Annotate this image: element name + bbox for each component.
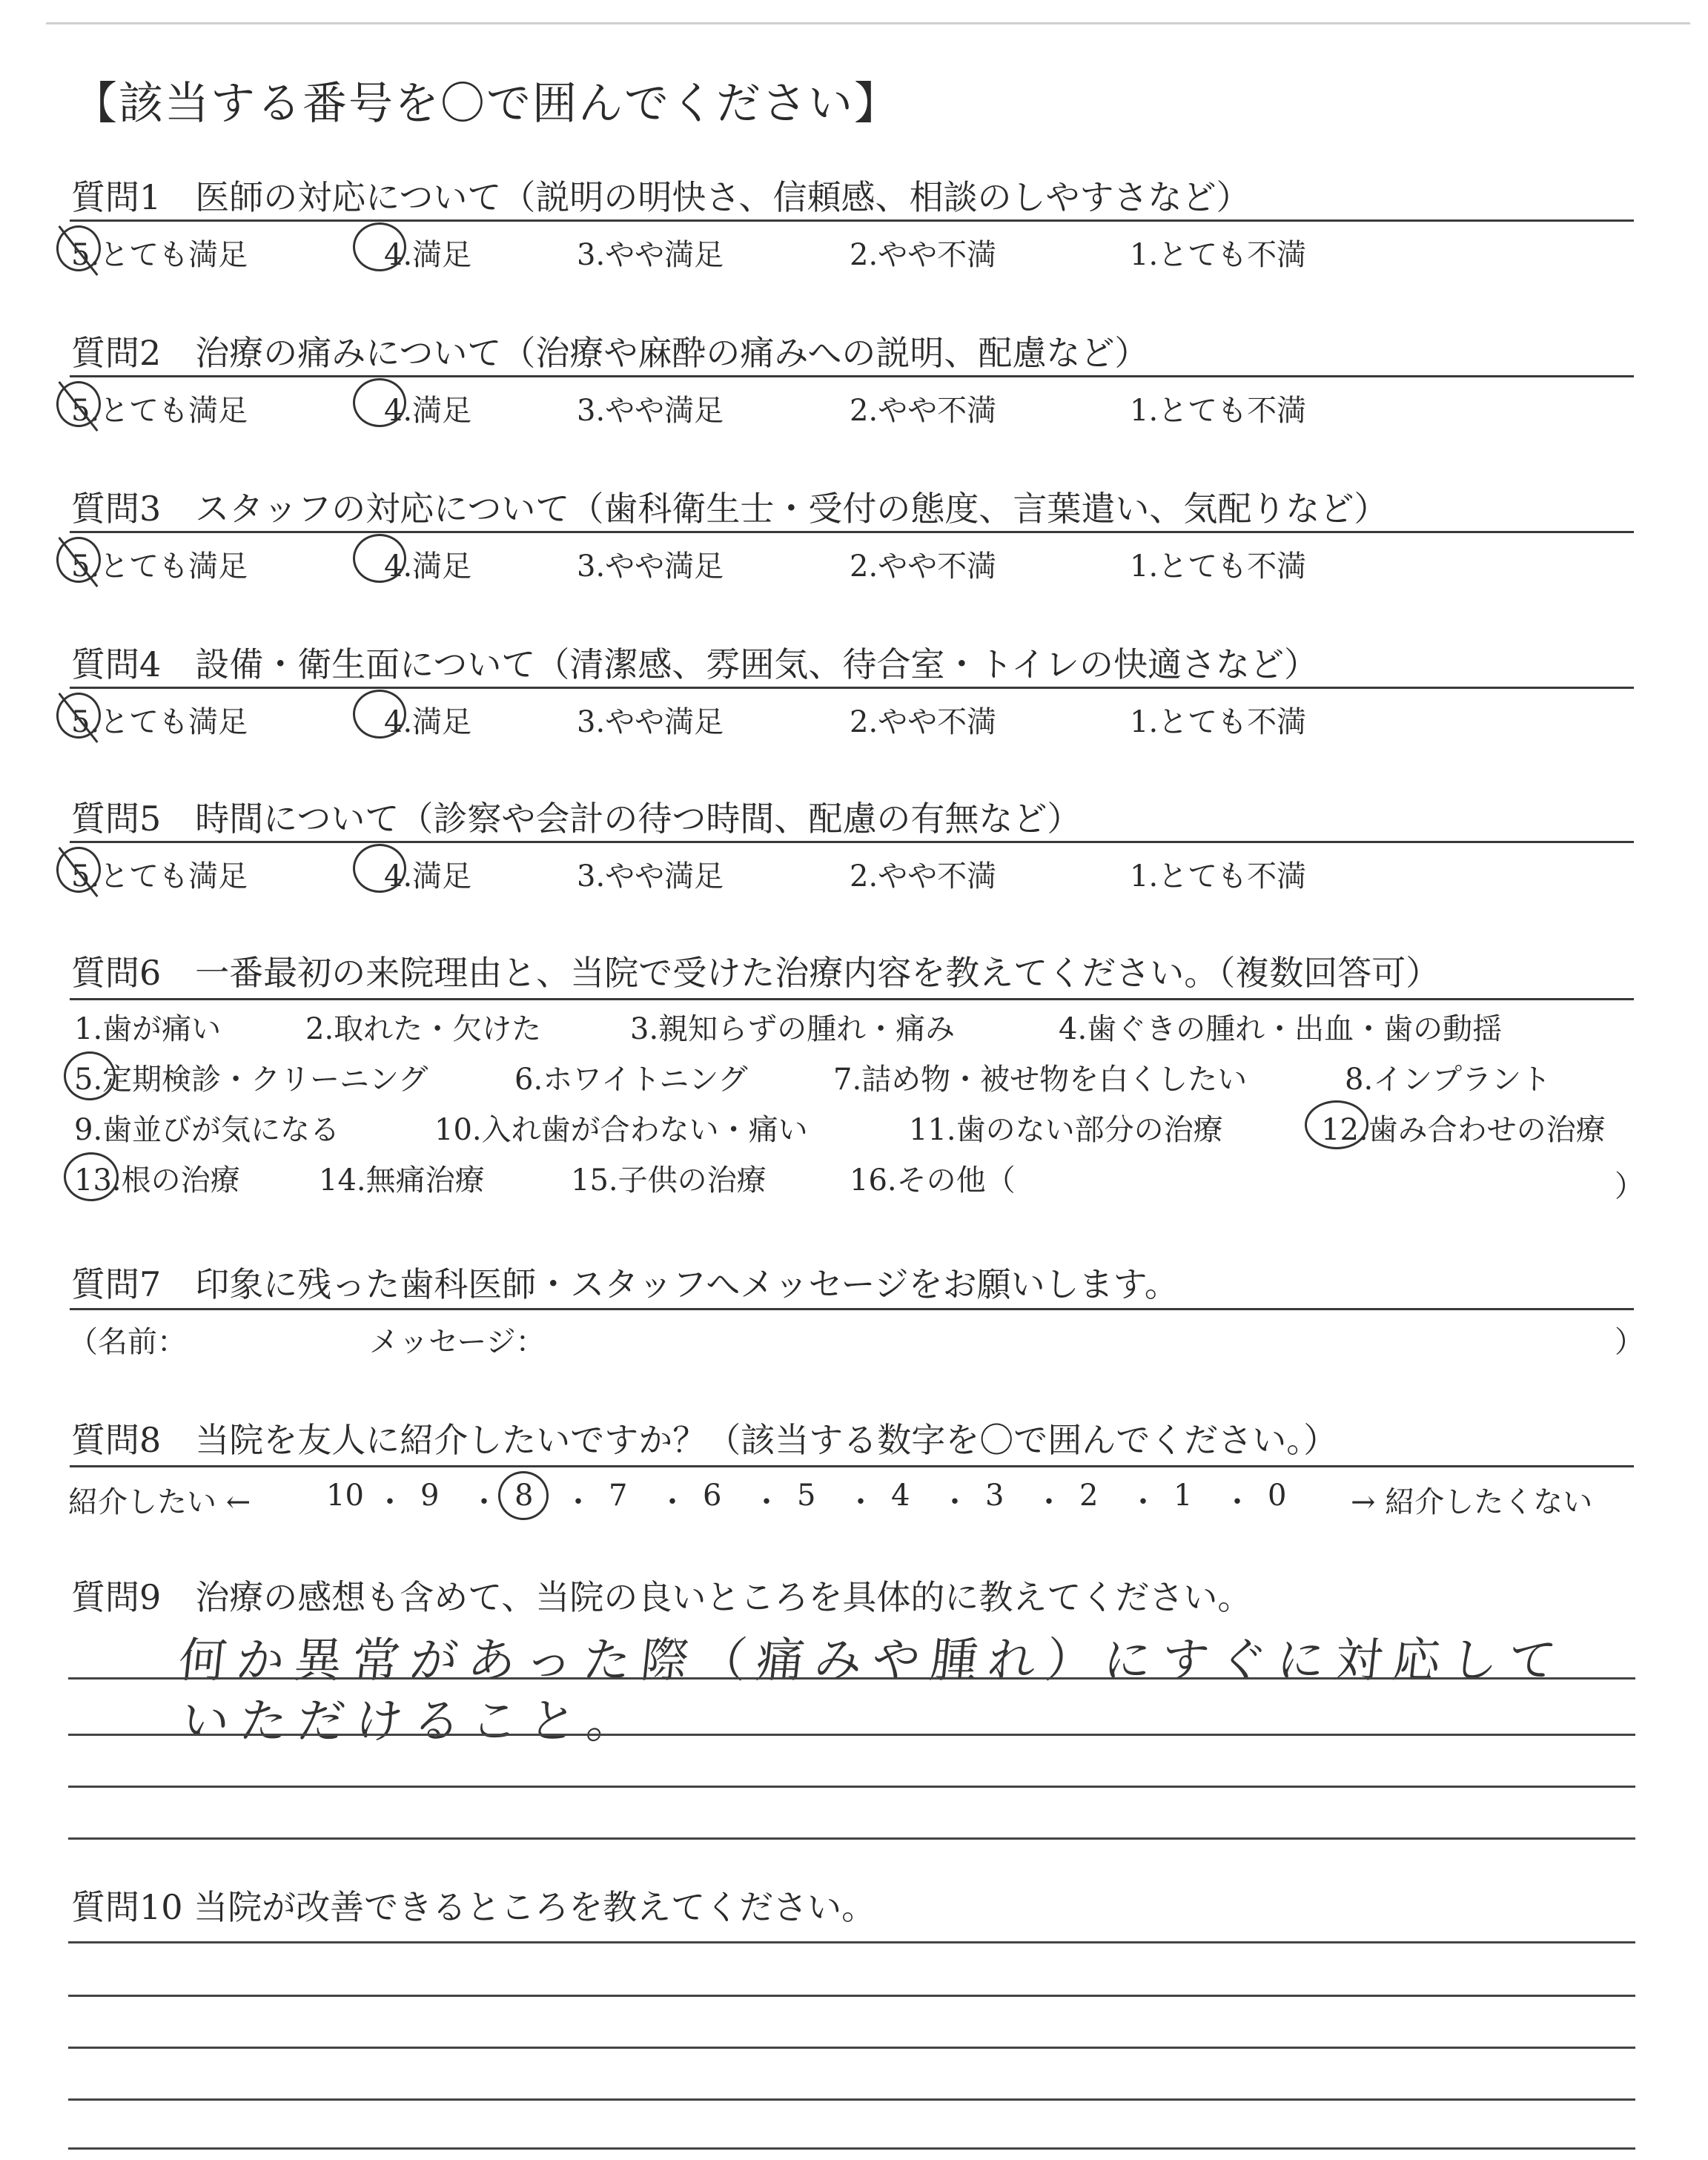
q2-option-5[interactable]: 5.とても満足	[71, 394, 248, 428]
q5-option-3[interactable]: 3.やや満足	[577, 859, 724, 894]
q6-option-3[interactable]: 3.親知らずの腫れ・痛み	[630, 1012, 956, 1046]
q8-scale-separator: ・	[1128, 1485, 1158, 1519]
q6-option-13[interactable]: 13.根の治療	[74, 1163, 240, 1198]
q4-option-4[interactable]: 4.満足	[384, 705, 472, 739]
q3-option-2[interactable]: 2.やや不満	[850, 549, 997, 584]
q5-option-2[interactable]: 2.やや不満	[850, 859, 997, 894]
q6-option-5[interactable]: 5.定期検診・クリーニング	[74, 1063, 428, 1097]
q6-option-2[interactable]: 2.取れた・欠けた	[305, 1012, 542, 1046]
q8-scale-separator: ・	[563, 1485, 593, 1519]
q6-option-7[interactable]: 7.詰め物・被せ物を白くしたい	[833, 1063, 1248, 1097]
q10-answer-line	[68, 1995, 1635, 1997]
q4-option-5[interactable]: 5.とても満足	[71, 705, 248, 739]
top-divider	[46, 22, 1690, 24]
q6-selection-circle-12	[1305, 1100, 1368, 1149]
q1-option-4[interactable]: 4.満足	[384, 238, 472, 272]
q6-option-14[interactable]: 14.無痛治療	[319, 1163, 485, 1198]
q1-option-2[interactable]: 2.やや不満	[850, 238, 997, 272]
q6-option-9[interactable]: 9.歯並びが気になる	[74, 1113, 340, 1147]
q4-selection-circle	[353, 690, 406, 739]
q8-scale-separator: ・	[1222, 1485, 1252, 1519]
q10-answer-line	[68, 2147, 1635, 2150]
q7-name-label: （名前：	[68, 1325, 187, 1359]
q8-scale-value-6[interactable]: 6	[703, 1479, 722, 1513]
q6-selection-circle-13	[64, 1152, 119, 1201]
q8-scale-value-10[interactable]: 10	[326, 1479, 364, 1513]
question-5-rule	[70, 841, 1634, 843]
question-8-title: 質問8 当院を友人に紹介したいですか？（該当する数字を〇で囲んでください。）	[71, 1420, 1338, 1460]
q6-option-4[interactable]: 4.歯ぐきの腫れ・出血・歯の動揺	[1059, 1012, 1503, 1046]
question-6-title: 質問6 一番最初の来院理由と、当院で受けた治療内容を教えてください。（複数回答可）	[71, 953, 1440, 993]
question-5-title: 質問5 時間について（診察や会計の待つ時間、配慮の有無など）	[71, 799, 1082, 839]
question-4-rule	[70, 687, 1634, 689]
q2-selection-circle	[353, 378, 406, 427]
q8-scale-value-3[interactable]: 3	[985, 1479, 1004, 1513]
q6-option-6[interactable]: 6.ホワイトニング	[514, 1063, 748, 1097]
q6-selection-circle-5	[64, 1051, 116, 1100]
question-7-title: 質問7 印象に残った歯科医師・スタッフへメッセージをお願いします。	[71, 1264, 1179, 1304]
q4-option-3[interactable]: 3.やや満足	[577, 705, 724, 739]
q8-scale-value-8[interactable]: 8	[514, 1479, 534, 1513]
q4-option-1[interactable]: 1.とても不満	[1130, 705, 1307, 739]
q8-scale-separator: ・	[940, 1485, 970, 1519]
q2-option-2[interactable]: 2.やや不満	[850, 394, 997, 428]
q8-scale-value-2[interactable]: 2	[1079, 1479, 1099, 1513]
q2-option-4[interactable]: 4.満足	[384, 394, 472, 428]
q1-option-1[interactable]: 1.とても不満	[1130, 238, 1307, 272]
q5-option-1[interactable]: 1.とても不満	[1130, 859, 1307, 894]
q6-option-16[interactable]: 16.その他（	[850, 1163, 1016, 1198]
question-2-title: 質問2 治療の痛みについて（治療や麻酔の痛みへの説明、配慮など）	[71, 333, 1149, 373]
q5-selection-circle	[353, 844, 406, 893]
q9-answer-line	[68, 1677, 1635, 1680]
q5-option-5[interactable]: 5.とても満足	[71, 859, 248, 894]
q9-answer-line	[68, 1786, 1635, 1788]
question-9-title: 質問9 治療の感想も含めて、当院の良いところを具体的に教えてください。	[71, 1577, 1252, 1617]
q6-option-15[interactable]: 15.子供の治療	[571, 1163, 767, 1198]
q8-scale-value-7[interactable]: 7	[609, 1479, 628, 1513]
q6-option-10[interactable]: 10.入れ歯が合わない・痛い	[434, 1113, 808, 1147]
q10-answer-line	[68, 2047, 1635, 2049]
q6-option-1[interactable]: 1.歯が痛い	[74, 1012, 222, 1046]
q8-scale-value-5[interactable]: 5	[797, 1479, 816, 1513]
q8-scale-separator: ・	[375, 1485, 405, 1519]
q10-answer-line	[68, 2098, 1635, 2101]
question-3-title: 質問3 スタッフの対応について（歯科衛生士・受付の態度、言葉遣い、気配りなど）	[71, 489, 1388, 529]
question-1-title: 質問1 医師の対応について（説明の明快さ、信頼感、相談のしやすさなど）	[71, 177, 1251, 217]
q3-option-4[interactable]: 4.満足	[384, 549, 472, 584]
q6-option-12[interactable]: 12.歯み合わせの治療	[1321, 1113, 1606, 1147]
q9-handwritten-line-1: 何か異常があった際（痛みや腫れ）にすぐに対応して	[176, 1634, 1569, 1688]
question-7-rule	[70, 1308, 1634, 1310]
q8-scale-separator: ・	[1034, 1485, 1064, 1519]
question-8-rule	[70, 1465, 1634, 1467]
q7-close-paren: ）	[1615, 1325, 1644, 1359]
question-6-rule	[70, 998, 1634, 1000]
q10-answer-line	[68, 1941, 1635, 1943]
q5-option-4[interactable]: 4.満足	[384, 859, 472, 894]
q8-scale-separator: ・	[846, 1485, 875, 1519]
q1-option-5[interactable]: 5.とても満足	[71, 238, 248, 272]
question-10-title: 質問10 当院が改善できるところを教えてください。	[71, 1887, 876, 1927]
q7-message-label: メッセージ：	[369, 1325, 546, 1359]
q4-option-2[interactable]: 2.やや不満	[850, 705, 997, 739]
q8-scale-value-4[interactable]: 4	[891, 1479, 910, 1513]
q6-option-11[interactable]: 11.歯のない部分の治療	[909, 1113, 1223, 1147]
q3-option-3[interactable]: 3.やや満足	[577, 549, 724, 584]
q6-close-paren: ）	[1615, 1169, 1644, 1203]
q6-option-8[interactable]: 8.インプラント	[1345, 1063, 1552, 1097]
question-3-rule	[70, 531, 1634, 533]
q8-scale-value-9[interactable]: 9	[420, 1479, 440, 1513]
q3-option-5[interactable]: 5.とても満足	[71, 549, 248, 584]
q9-handwritten-line-2: いただけること。	[179, 1694, 648, 1749]
page-header: 【該当する番号を〇で囲んでください】	[73, 78, 900, 130]
q8-selection-circle	[498, 1471, 549, 1520]
q1-option-3[interactable]: 3.やや満足	[577, 238, 724, 272]
q8-scale-value-0[interactable]: 0	[1268, 1479, 1287, 1513]
question-2-rule	[70, 375, 1634, 377]
question-4-title: 質問4 設備・衛生面について（清潔感、雰囲気、待合室・トイレの快適さなど）	[71, 644, 1319, 684]
q2-option-1[interactable]: 1.とても不満	[1130, 394, 1307, 428]
q8-right-label: → 紹介したくない	[1351, 1485, 1593, 1519]
q8-scale-separator: ・	[658, 1485, 687, 1519]
q8-left-label: 紹介したい ←	[68, 1485, 251, 1519]
q8-scale-value-1[interactable]: 1	[1174, 1479, 1193, 1513]
q8-scale-separator: ・	[469, 1485, 499, 1519]
q8-scale-separator: ・	[752, 1485, 781, 1519]
q9-answer-line	[68, 1734, 1635, 1736]
q3-selection-circle	[353, 534, 406, 583]
q2-option-3[interactable]: 3.やや満足	[577, 394, 724, 428]
q9-answer-line	[68, 1837, 1635, 1840]
q3-option-1[interactable]: 1.とても不満	[1130, 549, 1307, 584]
question-1-rule	[70, 219, 1634, 222]
q1-selection-circle	[353, 222, 406, 271]
